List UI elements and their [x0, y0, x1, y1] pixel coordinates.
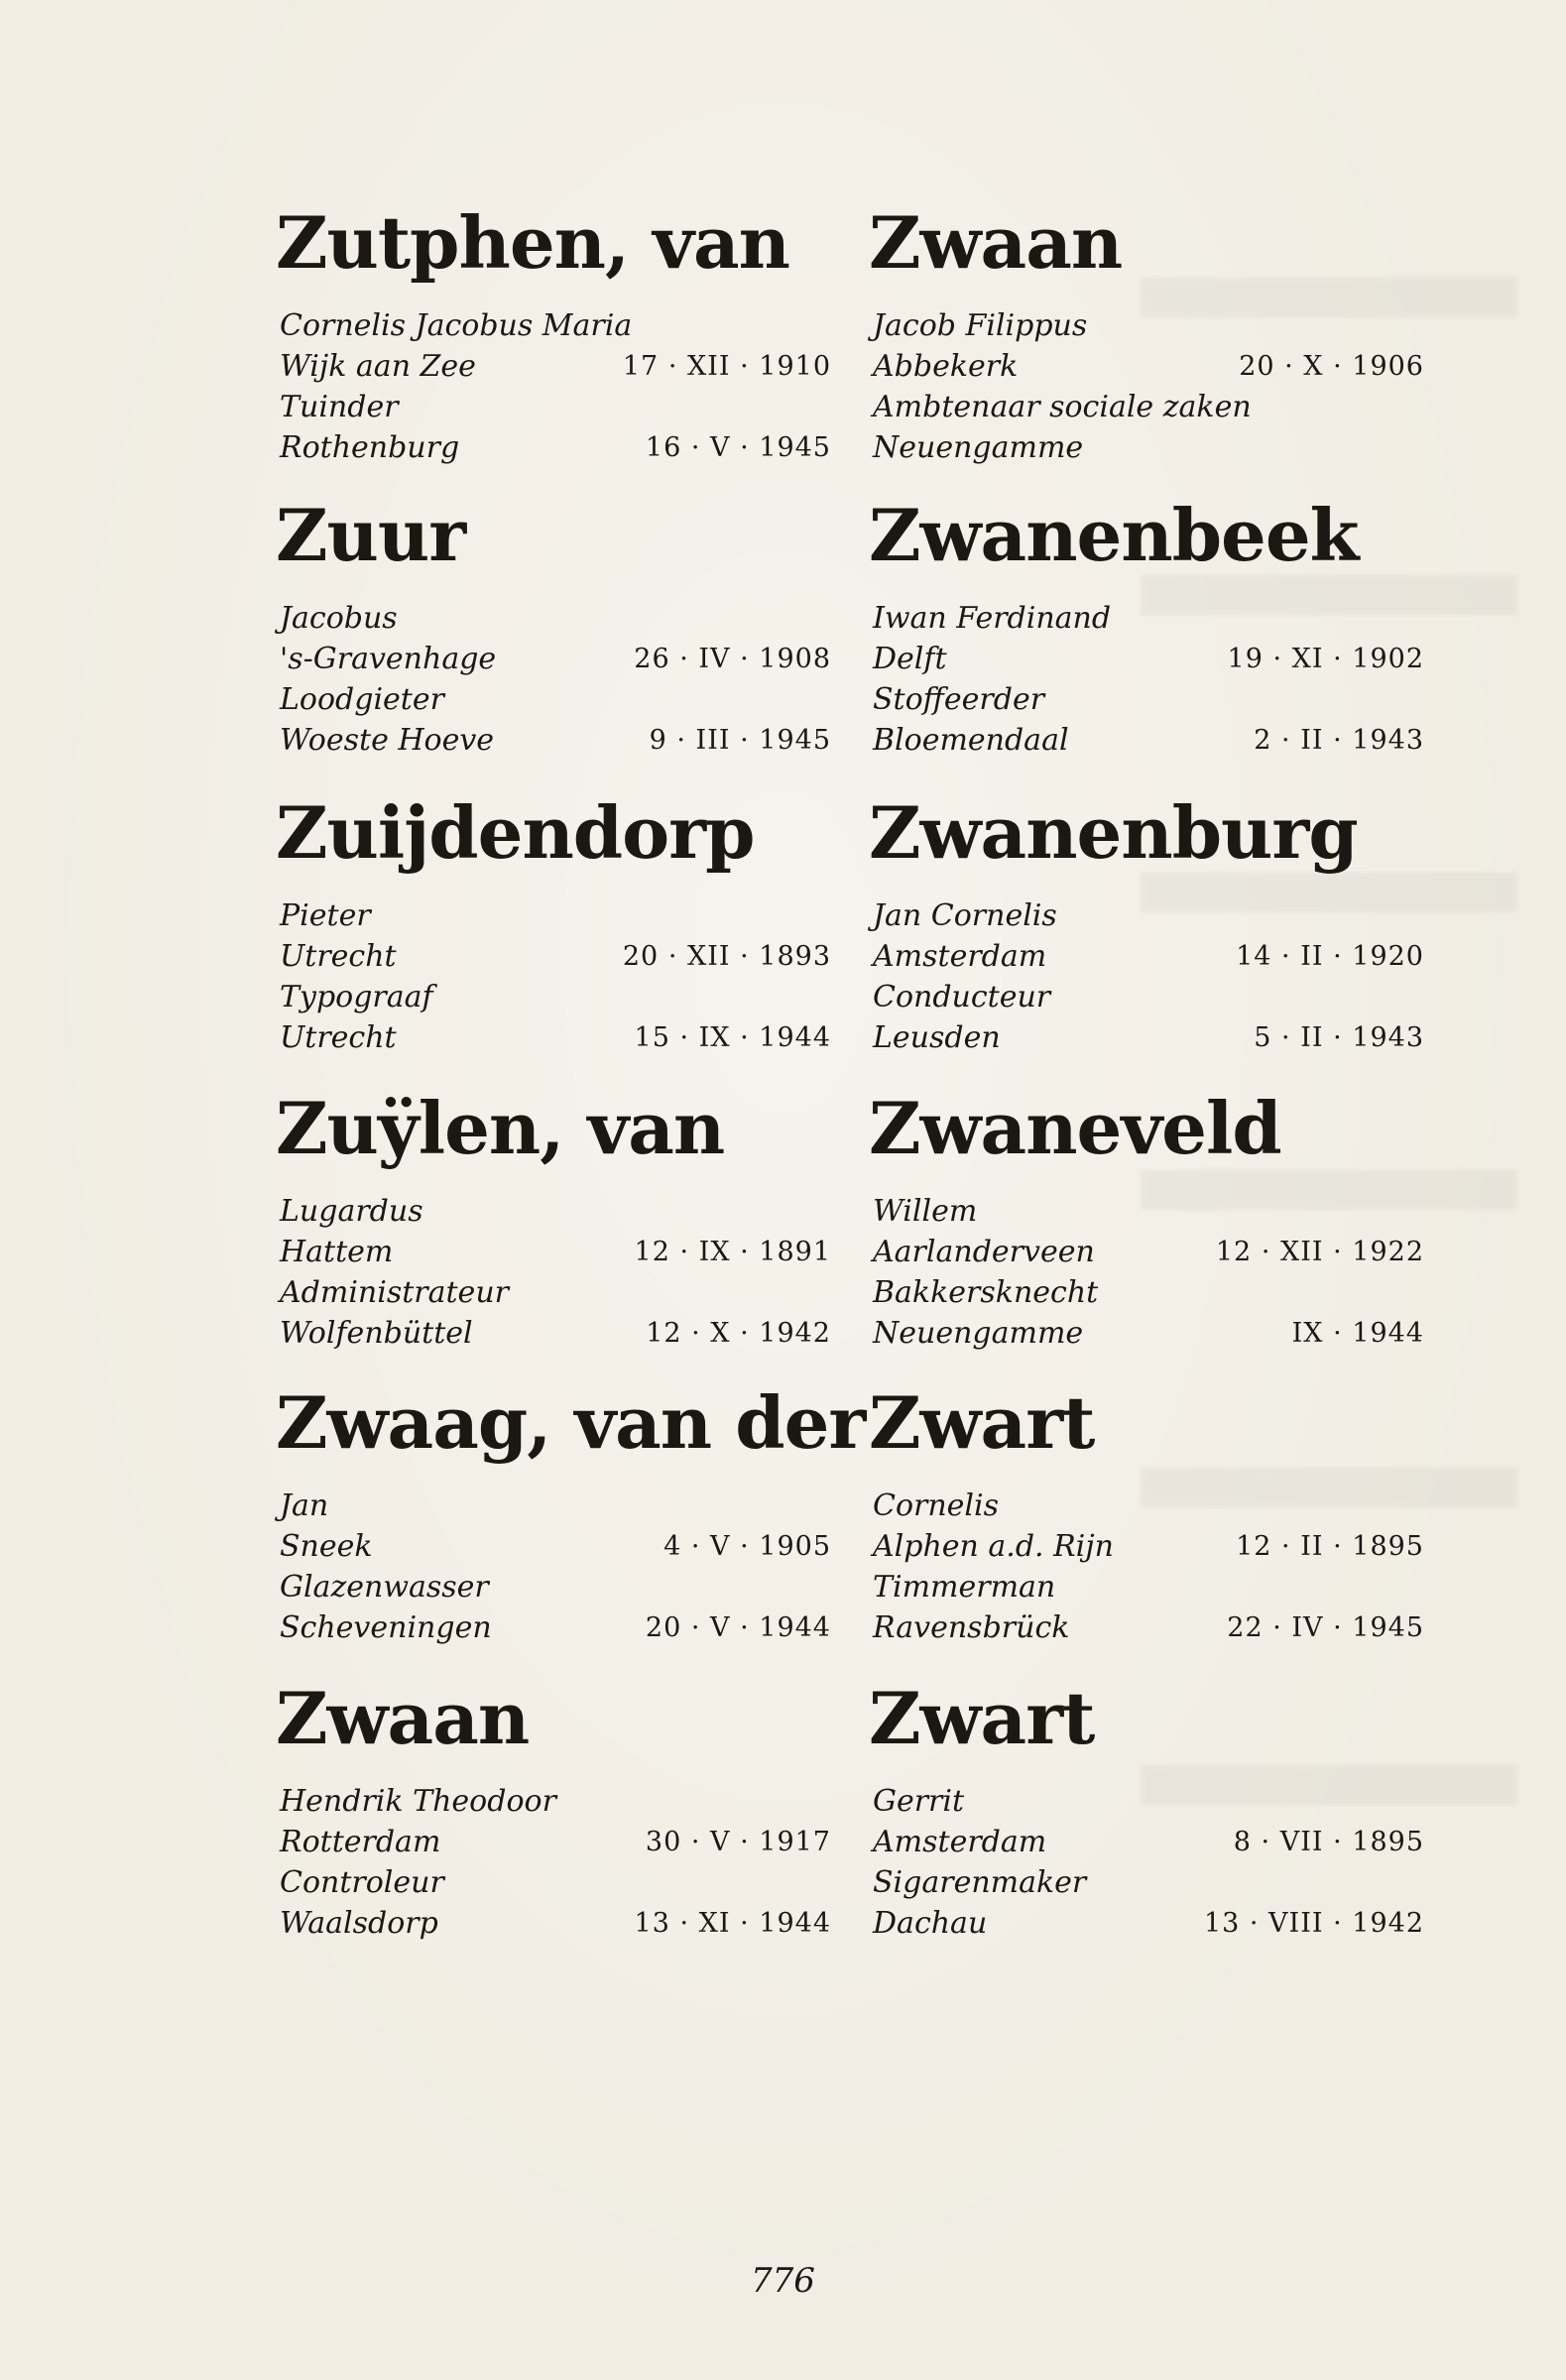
occupation: Typograaf [280, 980, 433, 1014]
occupation-line [873, 387, 1424, 428]
death-line [280, 427, 831, 469]
page-number: 776 [751, 2261, 815, 2301]
memorial-entry [869, 1368, 1424, 1656]
birth-date: 14 · II · 1920 [1236, 941, 1424, 972]
entry-surname: Zuur [276, 493, 466, 577]
birth-line [873, 639, 1424, 680]
birth-line [280, 1232, 831, 1273]
death-line [873, 1607, 1424, 1649]
birth-date: 20 · XII · 1893 [622, 941, 831, 972]
birth-line [280, 1822, 831, 1863]
birth-place: 's-Gravenhage [280, 642, 497, 676]
occupation: Loodgieter [280, 682, 444, 717]
memorial-entry [869, 1074, 1424, 1362]
given-names-line [280, 1781, 831, 1823]
entry-surname: Zwart [869, 1380, 1095, 1465]
given-names: Gerrit [873, 1784, 965, 1819]
given-names: Jacob Filippus [873, 308, 1088, 343]
death-place: Neuengamme [873, 1316, 1084, 1351]
occupation-line [873, 1567, 1424, 1608]
given-names: Iwan Ferdinand [873, 601, 1112, 636]
death-line [280, 1607, 831, 1649]
death-place: Bloemendaal [873, 723, 1069, 758]
memorial-entry [869, 1664, 1424, 1952]
occupation: Administrateur [280, 1275, 509, 1310]
death-place: Ravensbrück [873, 1610, 1070, 1645]
entry-surname: Zwaan [276, 1676, 530, 1760]
given-names-line [873, 1781, 1424, 1823]
death-date: 2 · II · 1943 [1254, 725, 1424, 756]
birth-line [873, 936, 1424, 978]
given-names: Jan Cornelis [873, 898, 1057, 933]
given-names-line [280, 598, 831, 640]
birth-date: 8 · VII · 1895 [1233, 1827, 1424, 1857]
birth-date: 30 · V · 1917 [645, 1827, 831, 1857]
occupation-line [280, 1862, 831, 1904]
birth-place: Abbekerk [873, 349, 1019, 384]
given-names-line [280, 1191, 831, 1233]
birth-place: Amsterdam [873, 939, 1047, 974]
given-names: Cornelis Jacobus Maria [280, 308, 633, 343]
death-place: Leusden [873, 1020, 1001, 1055]
given-names: Cornelis [873, 1488, 1000, 1523]
death-date: 20 · V · 1944 [645, 1612, 831, 1643]
birth-date: 12 · IX · 1891 [634, 1237, 831, 1267]
given-names: Jan [280, 1488, 329, 1523]
given-names: Jacobus [280, 601, 398, 636]
birth-line [280, 1526, 831, 1568]
entry-surname: Zwanenbeek [869, 493, 1359, 577]
birth-line [280, 639, 831, 680]
occupation: Ambtenaar sociale zaken [873, 390, 1252, 424]
memorial-entry [276, 1664, 831, 1952]
occupation: Tuinder [280, 390, 399, 424]
birth-date: 19 · XI · 1902 [1227, 644, 1424, 674]
death-line [873, 1903, 1424, 1945]
occupation: Conducteur [873, 980, 1051, 1014]
given-names: Pieter [280, 898, 371, 933]
death-date: 15 · IX · 1944 [634, 1022, 831, 1053]
entry-surname: Zwaag, van der [276, 1380, 866, 1465]
memorial-entry [276, 778, 831, 1066]
birth-place: Alphen a.d. Rijn [873, 1529, 1114, 1564]
given-names-line [280, 1486, 831, 1527]
death-line [873, 427, 1424, 469]
birth-line [873, 346, 1424, 388]
given-names: Willem [873, 1194, 978, 1229]
entry-surname: Zwaan [869, 200, 1123, 285]
death-line [873, 1017, 1424, 1059]
occupation: Timmerman [873, 1570, 1056, 1605]
given-names-line [280, 305, 831, 347]
birth-place: Delft [873, 642, 947, 676]
given-names-line [873, 1486, 1424, 1527]
memorial-entry [869, 481, 1424, 769]
memorial-entry [276, 481, 831, 769]
death-date: 13 · VIII · 1942 [1203, 1908, 1424, 1939]
occupation: Stoffeerder [873, 682, 1045, 717]
death-line [280, 1313, 831, 1355]
entry-surname: Zwaneveld [869, 1086, 1281, 1170]
occupation: Sigarenmaker [873, 1865, 1087, 1900]
birth-place: Rotterdam [280, 1825, 441, 1859]
occupation-line [873, 679, 1424, 721]
death-place: Rothenburg [280, 430, 460, 465]
death-place: Scheveningen [280, 1610, 492, 1645]
entry-surname: Zwart [869, 1676, 1095, 1760]
occupation-line [873, 1862, 1424, 1904]
occupation: Glazenwasser [280, 1570, 489, 1605]
memorial-entry [276, 1368, 866, 1656]
entry-surname: Zwanenburg [869, 790, 1358, 875]
birth-place: Amsterdam [873, 1825, 1047, 1859]
death-line [280, 1017, 831, 1059]
occupation-line [873, 1272, 1424, 1314]
death-date: 5 · II · 1943 [1254, 1022, 1424, 1053]
occupation-line [280, 1272, 831, 1314]
birth-line [280, 936, 831, 978]
death-date: IX · 1944 [1291, 1318, 1424, 1349]
given-names-line [873, 598, 1424, 640]
death-place: Neuengamme [873, 430, 1084, 465]
birth-date: 4 · V · 1905 [663, 1531, 831, 1562]
occupation: Bakkersknecht [873, 1275, 1099, 1310]
birth-date: 17 · XII · 1910 [622, 351, 831, 382]
entry-surname: Zuÿlen, van [276, 1086, 725, 1170]
occupation-line [280, 1567, 831, 1608]
death-place: Woeste Hoeve [280, 723, 495, 758]
occupation: Controleur [280, 1865, 444, 1900]
birth-place: Utrecht [280, 939, 397, 974]
occupation-line [280, 679, 831, 721]
death-date: 16 · V · 1945 [645, 432, 831, 463]
death-place: Utrecht [280, 1020, 397, 1055]
death-line [873, 1313, 1424, 1355]
birth-line [280, 346, 831, 388]
death-date: 12 · X · 1942 [646, 1318, 831, 1349]
birth-line [873, 1526, 1424, 1568]
birth-line [873, 1232, 1424, 1273]
birth-place: Sneek [280, 1529, 373, 1564]
entry-surname: Zuijdendorp [276, 790, 755, 875]
given-names-line [873, 895, 1424, 937]
memorial-entry [276, 188, 831, 476]
death-line [280, 720, 831, 762]
entry-surname: Zutphen, van [276, 200, 789, 285]
given-names: Hendrik Theodoor [280, 1784, 556, 1819]
memorial-entry [869, 188, 1424, 476]
death-line [280, 1903, 831, 1945]
given-names-line [873, 1191, 1424, 1233]
birth-date: 12 · II · 1895 [1236, 1531, 1424, 1562]
death-line [873, 720, 1424, 762]
death-date: 9 · III · 1945 [649, 725, 831, 756]
birth-date: 20 · X · 1906 [1239, 351, 1424, 382]
death-place: Wolfenbüttel [280, 1316, 473, 1351]
death-date: 13 · XI · 1944 [634, 1908, 831, 1939]
memorial-entry [276, 1074, 831, 1362]
given-names-line [280, 895, 831, 937]
birth-place: Wijk aan Zee [280, 349, 476, 384]
birth-date: 26 · IV · 1908 [634, 644, 831, 674]
given-names: Lugardus [280, 1194, 423, 1229]
death-place: Waalsdorp [280, 1906, 438, 1941]
birth-line [873, 1822, 1424, 1863]
birth-date: 12 · XII · 1922 [1215, 1237, 1424, 1267]
occupation-line [280, 387, 831, 428]
occupation-line [280, 977, 831, 1018]
memorial-entry [869, 778, 1424, 1066]
occupation-line [873, 977, 1424, 1018]
birth-place: Aarlanderveen [873, 1235, 1095, 1269]
given-names-line [873, 305, 1424, 347]
death-date: 22 · IV · 1945 [1227, 1612, 1424, 1643]
birth-place: Hattem [280, 1235, 394, 1269]
death-place: Dachau [873, 1906, 988, 1941]
